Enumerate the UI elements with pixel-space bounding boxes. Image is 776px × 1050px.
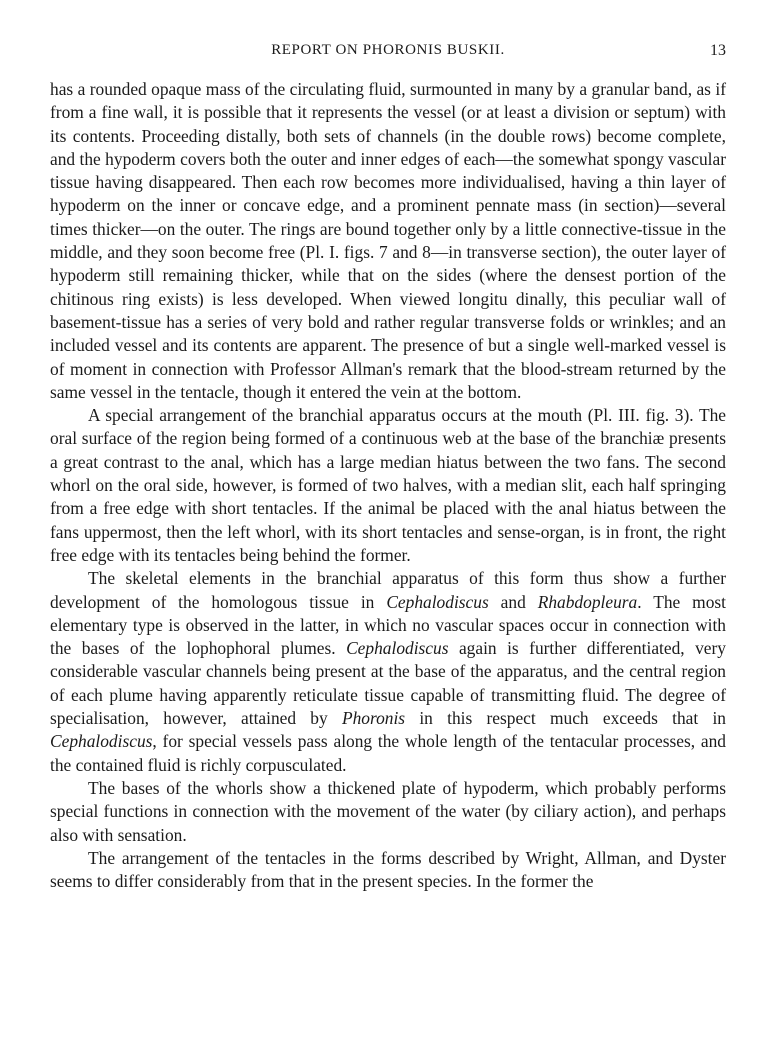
italic-taxon-name: Phoronis [341, 708, 406, 729]
text-run: , for special vessels pass along the whole length of the tentacular processes, and the contained fluid is richly corpusculated. [50, 731, 726, 775]
italic-taxon-name: Cephalodiscus [346, 638, 449, 659]
italic-taxon-name: Cephalodiscus [386, 591, 489, 612]
body-text [50, 78, 726, 893]
paragraph [50, 404, 726, 567]
text-run: and [488, 591, 538, 612]
page-number: 13 [710, 42, 726, 59]
running-title: REPORT ON PHORONIS BUSKII. [271, 42, 505, 58]
paragraph [50, 567, 726, 777]
text-run: . The most elementary type is observed in the latter, in which no vascular spaces occur in connection with the bases of the lophophoral plumes. [50, 591, 726, 659]
text-run: The arrangement of the tentacles in the forms described by Wright, Allman, and Dyster seems to differ considerably from that in the present species. In the former the [50, 847, 726, 892]
text-run: in this respect much exceeds that in [405, 708, 726, 729]
text-run: has a rounded opaque mass of the circulating fluid, surmounted in many by a granular band, as if from a fine wall, it is possible that it represents the vessel (or at least a division or septum) with its contents. Proceeding distally, both sets of channels (in the double rows) become complete, and the hypoderm covers both the outer and inner edges of each—the somewhat spongy vascular tissue having disappeared. Then each row becomes more individualised, having a thin layer of hypoderm on the inner or concave edge, and a prominent pennate mass (in section)—several times thicker—on the outer. The rings are bound together only by a little connective-tissue in the middle, and they soon become free (Pl. I. figs. 7 and 8—in transverse section), the outer layer of hypoderm still remaining thicker, while that on the sides (where the densest portion of the chitinous ring exists) is less developed. When viewed longitu dinally, this peculiar wall of basement-tissue has a series of very bold and rather regular transverse folds or wrinkles; and an included vessel and its contents are apparent. The presence of but a single well-marked vessel is of moment in connection with Professor Allman's remark that the blood-stream returned by the same vessel in the tentacle, though it entered the vein at the bottom. [50, 79, 726, 402]
text-run: The skeletal elements in the branchial apparatus of this form thus show a further development of the homologous tissue in [50, 568, 726, 612]
text-run: A special arrangement of the branchial apparatus occurs at the mouth (Pl. III. fig. 3). The oral surface of the region being formed of a continuous web at the base of the branchiæ presents a great contrast to the anal, which has a large median hiatus between the two fans. The second whorl on the oral side, however, is formed of two halves, with a median slit, each half springing from a free edge with short tentacles. If the animal be placed with the anal hiatus between the fans uppermost, then the left whorl, with its short tentacles and sense-organ, is in front, the right free edge with its tentacles being behind the former. [50, 405, 726, 565]
italic-taxon-name: Rhabdopleura [537, 591, 638, 612]
paragraph [50, 777, 726, 847]
paragraph [50, 847, 726, 894]
text-run: The bases of the whorls show a thickened plate of hypoderm, which probably performs special functions in connection with the movement of the water (by ciliary action), and perhaps also with sensation. [50, 777, 726, 845]
italic-taxon-name: Cephalodiscus [50, 731, 153, 752]
running-header [50, 42, 726, 66]
text-run: again is further differentiated, very considerable vascular channels being present at the base of the apparatus, and the central region of each plume having apparently reticulate tissue capable of transmitting fluid. The degree of specialisation, however, attained by [50, 638, 726, 729]
paragraph [50, 78, 726, 404]
